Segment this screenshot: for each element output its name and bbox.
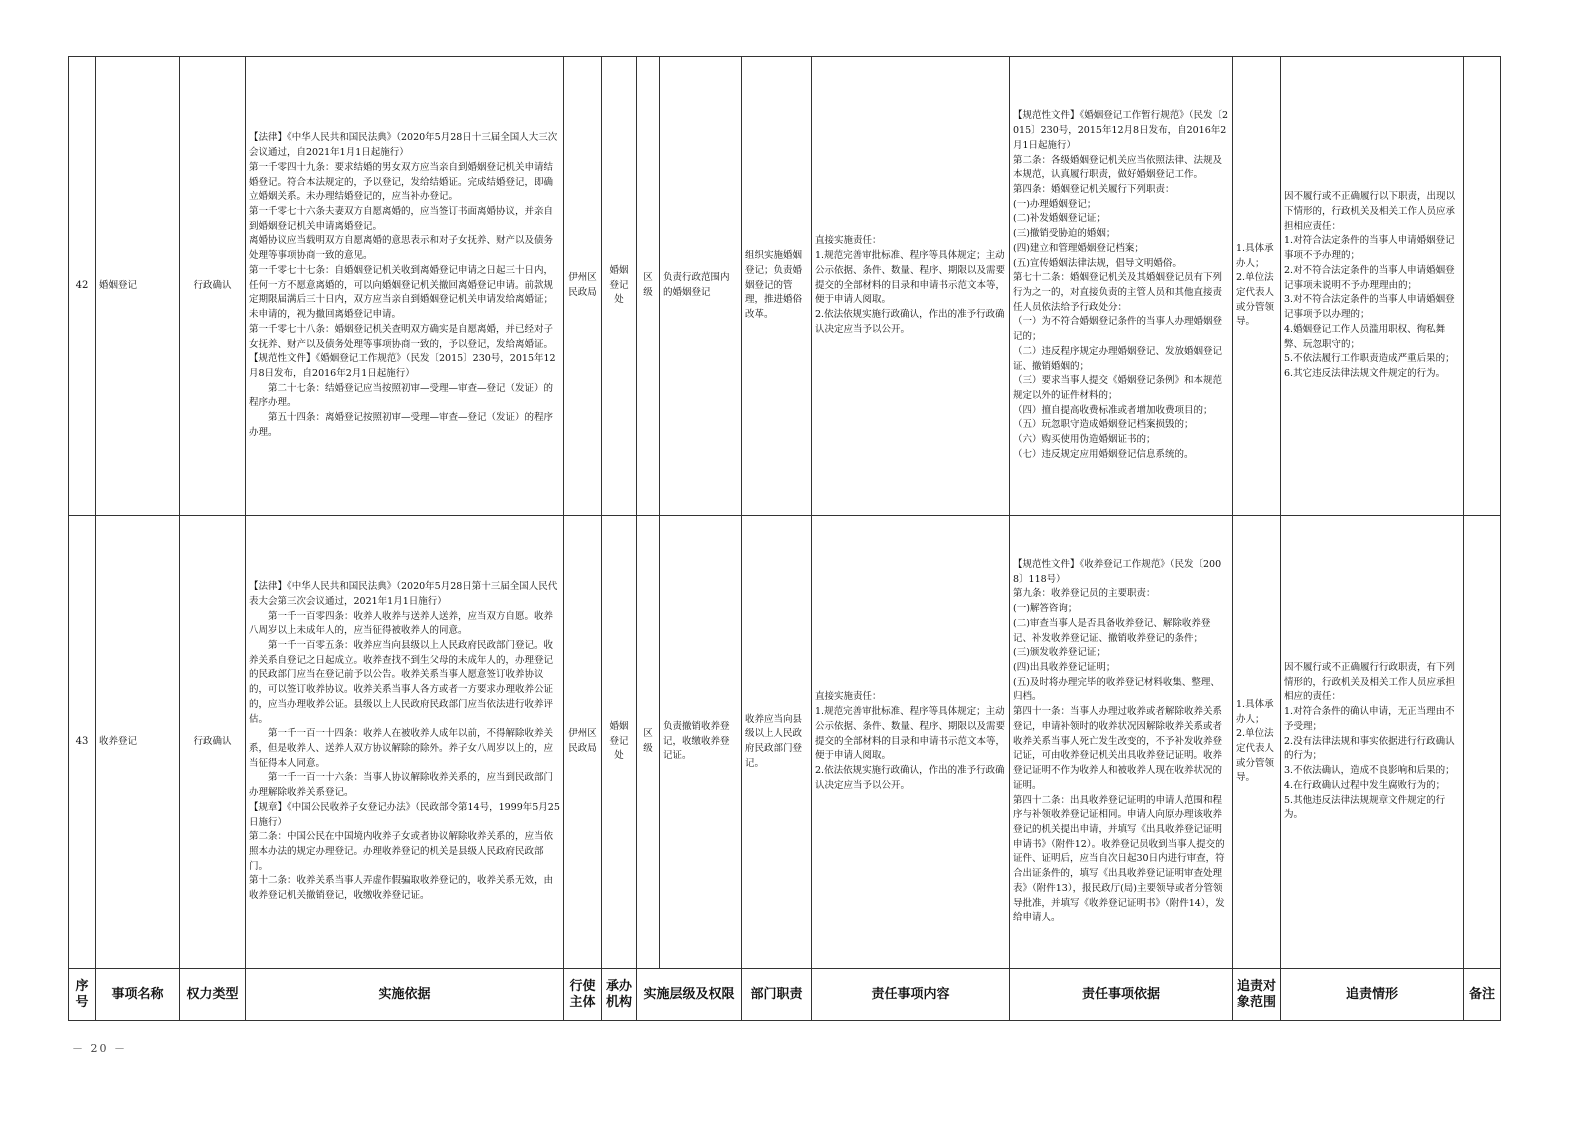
table-header-row <box>69 969 1501 1021</box>
resp-line: 2.依法依规实施行政确认，作出的准予行政确认决定应当予以公开。 <box>815 765 1005 791</box>
resp-basis-line: 第四条：婚姻登记机关履行下列职责： <box>1013 183 1175 195</box>
basis-line: 第一千一百零四条：收养人收养与送养人送养，应当双方自愿。收养八周岁以上未成年人的，应当征得被收养人的同意。 <box>249 610 554 637</box>
header-subject: 行使主体 <box>564 969 602 1021</box>
resp-basis-line: (二)审查当事人是否具备收养登记、解除收养登记、补发收养登记证、撤销收养登记的条件； <box>1013 617 1211 644</box>
situation-line: 因不履行或不正确履行行政职责，有下列情形的，行政机关及相关工作人员应承担相应的责任： <box>1284 662 1456 703</box>
resp-basis-line: （七）违反规定应用婚姻登记信息系统的。 <box>1013 448 1194 460</box>
duty-cell: 负责撤销收养登记，收缴收养登记证。 <box>660 516 742 969</box>
note-cell <box>1464 57 1501 516</box>
situation-cell <box>1281 57 1464 516</box>
level-cell: 区级 <box>637 57 660 516</box>
power-type-cell: 行政确认 <box>180 516 246 969</box>
resp-line: 直接实施责任： <box>815 235 882 247</box>
resp-basis-line: （四）擅自提高收费标准或者增加收费项目的； <box>1013 404 1213 416</box>
basis-line: 第十二条：收养关系当事人弄虚作假骗取收养登记的，收养关系无效，由收养登记机关撤销登记，收缴收养登记证。 <box>249 875 554 902</box>
resp-content-cell: 收养应当向县级以上人民政府民政部门登记。 <box>742 516 812 969</box>
resp-content-cell: 组织实施婚姻登记；负责婚姻登记的管理，推进婚俗改革。 <box>742 57 812 516</box>
target-cell <box>1233 57 1281 516</box>
basis-line: 第一千一百零五条：收养应当向县级以上人民政府民政部门登记。收养关系自登记之日起成立。收养查找不到生父母的未成年人的，办理登记的民政部门应当在登记前予以公告。收养关系当事人愿意签订收养协议的，可以签订收养协议。收养关系当事人各方或者一方要求办理收养公证的，应当办理收养公证。县级以上人民政府民政部门应当依法进行收养评估。 <box>249 639 554 725</box>
situation-line: 2.对不符合法定条件的当事人申请婚姻登记事项未说明不予办理理由的； <box>1284 264 1455 291</box>
resp-basis-line: （二）违反程序规定办理婚姻登记、发放婚姻登记证、撤销婚姻的； <box>1013 345 1223 372</box>
target-line: 1.具体承办人； <box>1236 698 1274 725</box>
situation-line: 3.对不符合法定条件的当事人申请婚姻登记事项予以办理的； <box>1284 294 1455 321</box>
situation-line: 1.对符合条件的确认申请，无正当理由不予受理； <box>1284 706 1455 732</box>
header-power-type: 权力类型 <box>180 969 246 1021</box>
header-situation: 追责情形 <box>1281 969 1464 1021</box>
resp-basis-line: (五)及时将办理完毕的收养登记材料收集、整理、归档。 <box>1013 676 1220 703</box>
header-resp-content: 责任事项内容 <box>812 969 1010 1021</box>
table-row <box>69 516 1501 969</box>
resp-items-cell <box>812 57 1010 516</box>
item-name-cell: 婚姻登记 <box>96 57 180 516</box>
resp-basis-line: （五）玩忽职守造成婚姻登记档案损毁的； <box>1013 419 1194 431</box>
resp-basis-line: (四)建立和管理婚姻登记档案； <box>1013 242 1144 254</box>
basis-cell <box>246 516 564 969</box>
target-line: 1.具体承办人； <box>1236 242 1274 269</box>
situation-line: 3.不依法确认，造成不良影响和后果的； <box>1284 765 1455 777</box>
resp-basis-line: (三)撤销受胁迫的婚姻； <box>1013 228 1116 240</box>
subject-cell: 伊州区民政局 <box>564 57 602 516</box>
resp-basis-line: (四)出具收养登记证明； <box>1013 662 1116 674</box>
header-basis: 实施依据 <box>246 969 564 1021</box>
resp-basis-line: (五)宣传婚姻法律法规，倡导文明婚俗。 <box>1013 257 1182 269</box>
document-sheet <box>68 56 1501 1021</box>
header-resp-basis: 责任事项依据 <box>1010 969 1233 1021</box>
resp-basis-line: 第四十一条：当事人办理过收养或者解除收养关系登记，申请补领时的收养状况因解除收养关系或者收养关系当事人死亡发生改变的，不予补发收养登记证，可由收养登记机关出具收养登记证明。收养登记证明不作为收养人和被收养人现在收养状况的证明。 <box>1013 706 1223 791</box>
duty-cell: 负责行政范围内的婚姻登记 <box>660 57 742 516</box>
basis-line: 【法律】《中华人民共和国民法典》（2020年5月28日十三届全国人大三次会议通过，自2021年1月1日起施行） <box>249 132 558 159</box>
agency-cell: 婚姻登记处 <box>602 516 637 969</box>
basis-line: 第一千零四十九条：要求结婚的男女双方应当亲自到婚姻登记机关申请结婚登记。符合本法规定的，予以登记，发给结婚证。完成结婚登记，即确立婚姻关系。未办理结婚登记的，应当补办登记。 <box>249 161 554 203</box>
target-cell <box>1233 516 1281 969</box>
resp-basis-line: 【规范性文件】《婚姻登记工作暂行规范》（民发〔2015〕230号，2015年12月8日发布，自2016年2月1日起施行） <box>1013 110 1229 151</box>
header-agency: 承办机构 <box>602 969 637 1021</box>
situation-line: 因不履行或不正确履行以下职责，出现以下情形的，行政机关及相关工作人员应承担相应责任： <box>1284 191 1456 232</box>
level-cell: 区级 <box>637 516 660 969</box>
situation-line: 4.婚姻登记工作人员滥用职权、徇私舞弊、玩忽职守的； <box>1284 323 1446 350</box>
basis-cell <box>246 57 564 516</box>
basis-line: 第二条：中国公民在中国境内收养子女或者协议解除收养关系的，应当依照本办法的规定办理登记。办理收养登记的机关是县级人民政府民政部门。 <box>249 831 554 872</box>
basis-line: 【法律】《中华人民共和国民法典》（2020年5月28日第十三届全国人民代表大会第三次会议通过，2021年1月1日施行） <box>249 581 558 607</box>
agency-cell: 婚姻登记处 <box>602 57 637 516</box>
resp-basis-line: （三）要求当事人提交《婚姻登记条例》和本规范规定以外的证件材料的； <box>1013 375 1223 402</box>
resp-basis-line: 第二条：各级婚姻登记机关应当依照法律、法规及本规范，认真履行职责，做好婚姻登记工作。 <box>1013 154 1223 181</box>
situation-cell <box>1281 516 1464 969</box>
resp-basis-cell <box>1010 57 1233 516</box>
page-number: － 20 － <box>72 1042 127 1055</box>
basis-line: 【规章】《中国公民收养子女登记办法》（民政部令第14号，1999年5月25日施行） <box>249 801 560 828</box>
seq-cell: 43 <box>69 516 96 969</box>
basis-line: 第二十七条：结婚登记应当按照初审—受理—审查—登记（发证）的程序办理。 <box>249 382 554 409</box>
power-list-table <box>68 56 1501 1021</box>
resp-line: 2.依法依规实施行政确认，作出的准予行政确认决定应当予以公开。 <box>815 309 1005 335</box>
basis-line: 第五十四条：离婚登记按照初审—受理—审查—登记（发证）的程序办理。 <box>249 412 554 438</box>
resp-basis-line: (一)解答咨询； <box>1013 603 1078 615</box>
resp-line: 1.规范完善审批标准、程序等具体规定；主动公示依据、条件、数量、程序、期限以及需要提交的全部材料的目录和申请书示范文本等，便于申请人阅取。 <box>815 706 1006 762</box>
power-type-cell: 行政确认 <box>180 57 246 516</box>
situation-line: 2.没有法律法规和事实依据进行行政确认的行为； <box>1284 735 1455 762</box>
header-duty: 部门职责 <box>742 969 812 1021</box>
resp-basis-line: (三)颁发收养登记证； <box>1013 647 1106 659</box>
situation-line: 5.其他违反法律法规规章文件规定的行为。 <box>1284 794 1446 821</box>
resp-line: 直接实施责任： <box>815 691 882 703</box>
resp-basis-line: （一）为不符合婚姻登记条件的当事人办理婚姻登记的； <box>1013 316 1223 343</box>
basis-line: 第一千一百一十六条：当事人协议解除收养关系的，应当到民政部门办理解除收养关系登记。 <box>249 772 554 799</box>
situation-line: 1.对符合法定条件的当事人申请婚姻登记事项不予办理的； <box>1284 235 1455 262</box>
header-target: 追责对象范围 <box>1233 969 1281 1021</box>
situation-line: 5.不依法履行工作职责造成严重后果的； <box>1284 353 1455 365</box>
resp-basis-line: （六）购买使用伪造婚姻证书的； <box>1013 434 1156 446</box>
table-row <box>69 57 1501 516</box>
resp-basis-line: (一)办理婚姻登记； <box>1013 198 1097 210</box>
basis-line: 离婚协议应当载明双方自愿离婚的意思表示和对子女抚养、财产以及债务处理等事项协商一致的意见。 <box>249 235 554 262</box>
resp-items-cell <box>812 516 1010 969</box>
basis-line: 第一千零七十八条：婚姻登记机关查明双方确实是自愿离婚，并已经对子女抚养、财产以及债务处理等事项协商一致的，予以登记，发给离婚证。 <box>249 323 554 350</box>
resp-line: 1.规范完善审批标准、程序等具体规定；主动公示依据、条件、数量、程序、期限以及需要提交的全部材料的目录和申请书示范文本等，便于申请人阅取。 <box>815 250 1006 306</box>
situation-line: 4.在行政确认过程中发生腐败行为的； <box>1284 779 1446 791</box>
resp-basis-cell <box>1010 516 1233 969</box>
basis-line: 第一千零七十七条：自婚姻登记机关收到离婚登记申请之日起三十日内，任何一方不愿意离婚的，可以向婚姻登记机关撤回离婚登记申请。前款规定期限届满后三十日内，双方应当亲自到婚姻登记机关申请发给离婚证；未申请的，视为撤回离婚登记申请。 <box>249 264 554 321</box>
resp-basis-line: 第七十二条：婚姻登记机关及其婚姻登记员有下列行为之一的，对直接负责的主管人员和其他直接责任人员依法给予行政处分： <box>1013 272 1223 313</box>
header-seq: 序号 <box>69 969 96 1021</box>
resp-basis-line: 【规范性文件】《收养登记工作规范》（民发〔2008〕118号） <box>1013 559 1222 585</box>
seq-cell: 42 <box>69 57 96 516</box>
resp-basis-line: 第四十二条：出具收养登记证明的申请人范围和程序与补领收养登记证相同。申请人向原办理该收养登记的机关提出申请，并填写《出具收养登记证明申请书》（附件12）。收养登记员收到当事人提交的证件、证明后，应当自次日起30日内进行审查，符合出证条件的，填写《出具收养登记证明审查处理表》（附件13），报民政厅(局)主要领导或者分管领导批准，并填写《收养登记证明书》（附件14），发给申请人。 <box>1013 794 1225 924</box>
target-line: 2.单位法定代表人或分管领导。 <box>1236 272 1275 328</box>
header-note: 备注 <box>1464 969 1501 1021</box>
header-level: 实施层级及权限 <box>637 969 742 1021</box>
item-name-cell: 收养登记 <box>96 516 180 969</box>
basis-line: 第一千一百一十四条：收养人在被收养人成年以前，不得解除收养关系，但是收养人、送养人双方协议解除的除外。养子女八周岁以上的，应当征得本人同意。 <box>249 728 554 769</box>
target-line: 2.单位法定代表人或分管领导。 <box>1236 728 1275 784</box>
situation-line: 6.其它违反法律法规文件规定的行为。 <box>1284 367 1446 379</box>
resp-basis-line: 第九条：收养登记员的主要职责： <box>1013 588 1156 600</box>
note-cell <box>1464 516 1501 969</box>
resp-basis-line: (二)补发婚姻登记证； <box>1013 213 1106 225</box>
subject-cell: 伊州区民政局 <box>564 516 602 969</box>
basis-line: 【规范性文件】《婚姻登记工作规范》（民发〔2015〕230号，2015年12月8日发布，自2016年2月1日起施行） <box>249 353 556 379</box>
header-item-name: 事项名称 <box>96 969 180 1021</box>
basis-line: 第一千零七十六条夫妻双方自愿离婚的，应当签订书面离婚协议，并亲自到婚姻登记机关申请离婚登记。 <box>249 206 554 232</box>
